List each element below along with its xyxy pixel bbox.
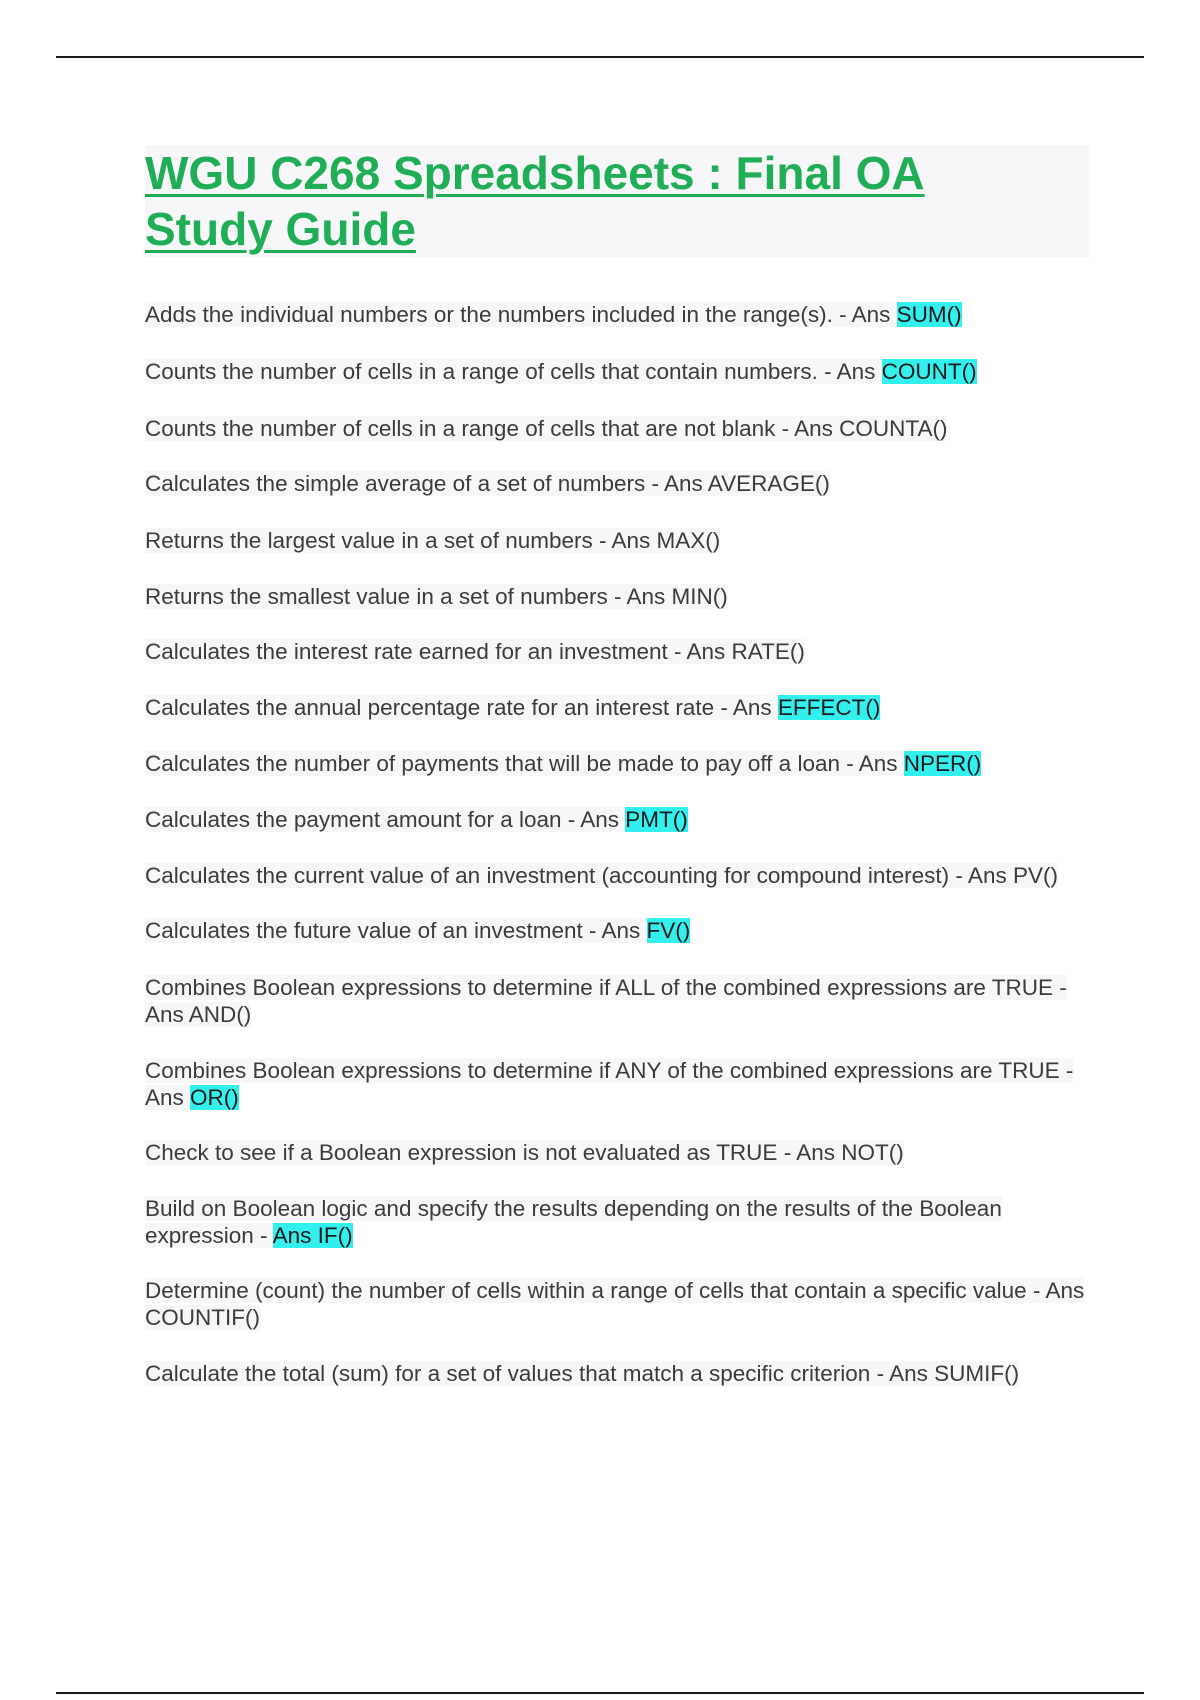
highlighted-answer: FV() bbox=[646, 918, 691, 943]
question-text: Calculates the current value of an investment (accounting for compound interest) - Ans PV() bbox=[145, 863, 1058, 888]
question-text: Calculates the simple average of a set of numbers - Ans AVERAGE() bbox=[145, 471, 830, 496]
qa-item bbox=[145, 806, 1090, 833]
qa-item bbox=[145, 583, 1090, 610]
qa-item bbox=[145, 694, 1090, 721]
qa-item bbox=[145, 301, 1090, 328]
highlighted-answer: SUM() bbox=[896, 302, 962, 327]
highlighted-answer: NPER() bbox=[903, 751, 982, 776]
question-text: Determine (count) the number of cells within a range of cells that contain a specific value - Ans COUNTIF() bbox=[145, 1278, 1085, 1330]
qa-item bbox=[145, 470, 1090, 497]
document-title-line2: Study Guide bbox=[145, 203, 416, 255]
question-text: Counts the number of cells in a range of cells that are not blank - Ans COUNTA() bbox=[145, 416, 948, 441]
question-text: Adds the individual numbers or the numbers included in the range(s). - Ans bbox=[145, 302, 897, 327]
highlighted-answer: Ans IF() bbox=[272, 1223, 353, 1248]
question-text: Build on Boolean logic and specify the results depending on the results of the Boolean expression - bbox=[145, 1196, 1002, 1248]
qa-item bbox=[145, 527, 1090, 554]
qa-item bbox=[145, 1057, 1090, 1111]
question-text: Calculate the total (sum) for a set of values that match a specific criterion - Ans SUMIF() bbox=[145, 1361, 1020, 1386]
header-rule bbox=[56, 56, 1144, 58]
question-text: Calculates the number of payments that will be made to pay off a loan - Ans bbox=[145, 751, 904, 776]
document-title bbox=[145, 145, 1090, 257]
qa-item bbox=[145, 917, 1090, 944]
qa-item bbox=[145, 1139, 1090, 1166]
qa-item bbox=[145, 358, 1090, 385]
qa-item bbox=[145, 862, 1090, 889]
question-text: Counts the number of cells in a range of cells that contain numbers. - Ans bbox=[145, 359, 882, 384]
qa-item bbox=[145, 974, 1090, 1028]
question-text: Combines Boolean expressions to determine if ANY of the combined expressions are TRUE - Ans bbox=[145, 1058, 1074, 1110]
qa-item bbox=[145, 638, 1090, 665]
highlighted-answer: COUNT() bbox=[881, 359, 977, 384]
title-block bbox=[145, 145, 1090, 257]
question-text: Calculates the payment amount for a loan - Ans bbox=[145, 807, 626, 832]
question-text: Combines Boolean expressions to determine if ALL of the combined expressions are TRUE - Ans AND() bbox=[145, 975, 1067, 1027]
question-text: Returns the smallest value in a set of numbers - Ans MIN() bbox=[145, 584, 728, 609]
question-text: Calculates the interest rate earned for an investment - Ans RATE() bbox=[145, 639, 805, 664]
footer-rule bbox=[56, 1692, 1144, 1694]
qa-item bbox=[145, 415, 1090, 442]
qa-item bbox=[145, 1277, 1090, 1331]
highlighted-answer: EFFECT() bbox=[777, 695, 881, 720]
question-text: Calculates the annual percentage rate for an interest rate - Ans bbox=[145, 695, 778, 720]
qa-list bbox=[145, 301, 1090, 1387]
question-text: Returns the largest value in a set of numbers - Ans MAX() bbox=[145, 528, 721, 553]
question-text: Calculates the future value of an investment - Ans bbox=[145, 918, 647, 943]
qa-item bbox=[145, 750, 1090, 777]
document-title-line1: WGU C268 Spreadsheets : Final OA bbox=[145, 147, 925, 199]
highlighted-answer: OR() bbox=[190, 1085, 239, 1110]
qa-item bbox=[145, 1360, 1090, 1387]
question-text: Check to see if a Boolean expression is not evaluated as TRUE - Ans NOT() bbox=[145, 1140, 904, 1165]
highlighted-answer: PMT() bbox=[625, 807, 688, 832]
qa-item bbox=[145, 1195, 1090, 1249]
